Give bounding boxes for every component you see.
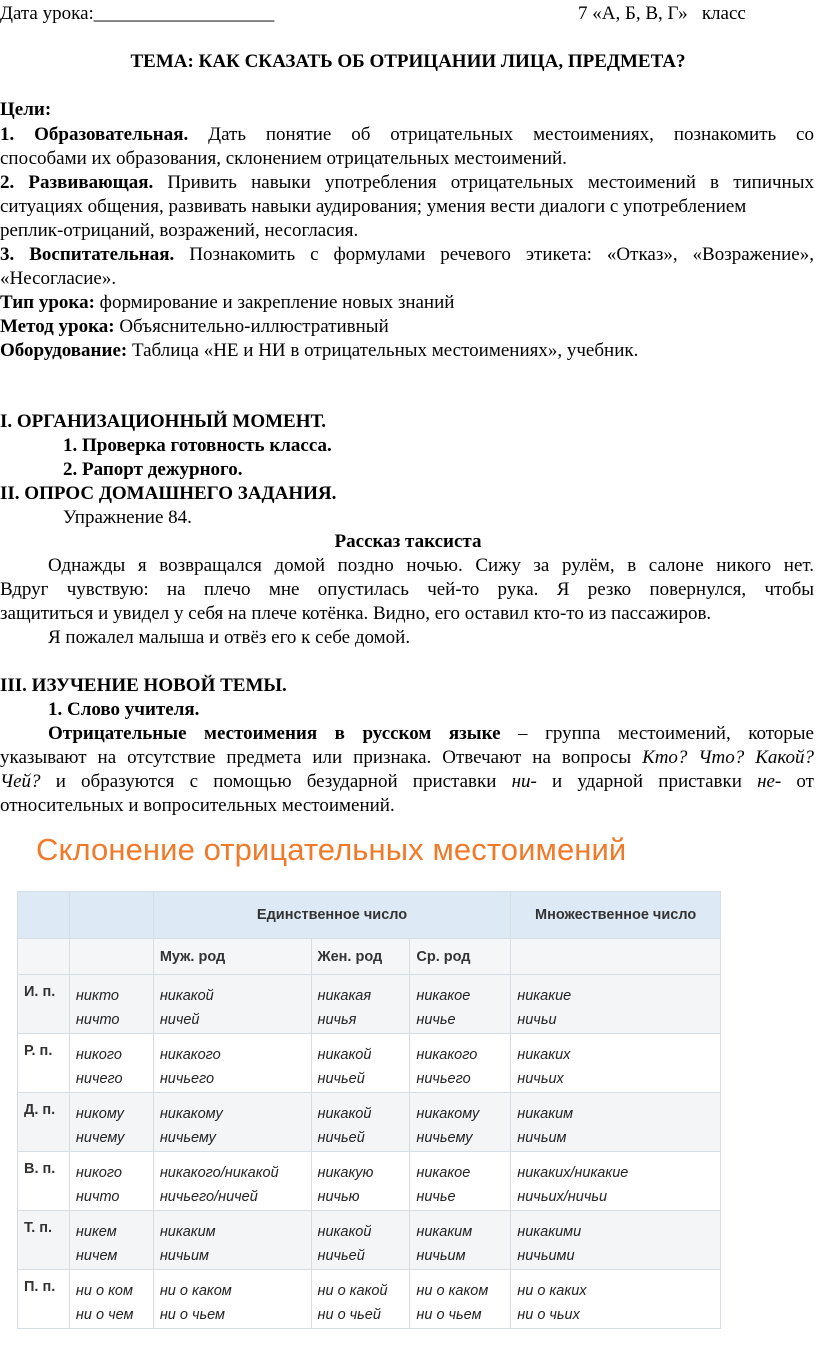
pronoun-form: никого [75, 1165, 122, 1181]
goal-1-line-1: 1. Образовательная. Дать понятие об отрицательных местоимениях, познакомить со [0, 124, 814, 145]
pronoun-form: ничьему [159, 1130, 216, 1146]
section-1-heading: I. ОРГАНИЗАЦИОННЫЙ МОМЕНТ. [0, 411, 327, 432]
pronoun-cell [511, 1152, 721, 1211]
pronoun-form: ничто [75, 1189, 120, 1205]
pronoun-form: никаким [159, 1224, 216, 1240]
lesson-type: Тип урока: формирование и закрепление новых знаний [0, 292, 455, 313]
table-row [18, 975, 721, 1034]
goal-1-line-2: способами их образования, склонением отрицательных местоимений. [0, 148, 567, 169]
pronoun-form: ничего [75, 1071, 123, 1087]
lesson-date-label: Дата урока:___________________ [0, 3, 275, 24]
pronoun-form: ни о каком [416, 1283, 489, 1299]
definition-line-4: относительных и вопросительных местоимений. [0, 795, 395, 816]
pronoun-form: никакой [317, 1224, 372, 1240]
pronoun-cell [69, 1211, 153, 1270]
pronoun-cell [311, 1152, 410, 1211]
pronoun-form: ни о каком [159, 1283, 232, 1299]
pronoun-cell [410, 1152, 511, 1211]
pronoun-form: ничьему [416, 1130, 473, 1146]
pronoun-form: никаких/никакие [517, 1165, 629, 1181]
section-1-item-2: 2. Рапорт дежурного. [63, 459, 243, 480]
pronoun-form: никакую [317, 1165, 374, 1181]
pronoun-cell [410, 1034, 511, 1093]
pronoun-cell [511, 1093, 721, 1152]
definition-line-2: указывают на отсутствие предмета или признака. Отвечают на вопросы Кто? Что? Какой? [0, 747, 814, 768]
pronoun-form: никакой [317, 1106, 372, 1122]
pronoun-form: ничьей [317, 1071, 365, 1087]
pronoun-cell [153, 1093, 311, 1152]
pronoun-form: ничьими [517, 1248, 575, 1264]
pronoun-form: ничьих [517, 1071, 564, 1087]
pronoun-form: никем [75, 1224, 117, 1240]
table-row [18, 1270, 721, 1329]
pronoun-cell [410, 1211, 511, 1270]
pronoun-cell [410, 1093, 511, 1152]
story-line-4: Я пожалел малыша и отвёз его к себе домой. [48, 627, 411, 648]
pronoun-form: никаким [517, 1106, 574, 1122]
table-row [18, 1093, 721, 1152]
section-2-heading: II. ОПРОС ДОМАШНЕГО ЗАДАНИЯ. [0, 483, 337, 504]
pronoun-form: ни о чьем [416, 1307, 482, 1323]
definition-line-3: Чей? и образуются с помощью безударной приставки ни- и ударной приставки не- от [0, 771, 814, 792]
exercise-label: Упражнение 84. [63, 507, 192, 528]
table-header-empty [18, 939, 70, 975]
pronoun-form: ничье [416, 1012, 456, 1028]
pronoun-form: ничьего/ничей [159, 1189, 258, 1205]
section-3-heading: III. ИЗУЧЕНИЕ НОВОЙ ТЕМЫ. [0, 675, 287, 696]
section-1-item-1: 1. Проверка готовность класса. [63, 435, 332, 456]
goal-3-line-2: «Несогласие». [0, 268, 117, 289]
pronoun-form: ничто [75, 1012, 120, 1028]
table-header-empty [18, 892, 70, 939]
goal-2-line-2: ситуациях общения, развивать навыки аудирования; умения вести диалоги с употреблением [0, 196, 747, 217]
pronoun-form: никакому [159, 1106, 223, 1122]
class-label: 7 «А, Б, В, Г» класс [578, 3, 746, 24]
goals-heading: Цели: [0, 99, 52, 120]
pronoun-form: ни о ком [75, 1283, 133, 1299]
pronoun-cell [311, 975, 410, 1034]
case-label: И. п. [18, 975, 70, 1034]
pronoun-cell [311, 1093, 410, 1152]
table-row [18, 1034, 721, 1093]
story-title: Рассказ таксиста [334, 531, 482, 552]
pronoun-form: ничьим [159, 1248, 209, 1264]
pronoun-form: ни о чьем [159, 1307, 225, 1323]
pronoun-form: ни о какой [317, 1283, 388, 1299]
pronoun-form: ничьей [317, 1248, 365, 1264]
pronoun-form: никакая [317, 988, 372, 1004]
case-label: П. п. [18, 1270, 70, 1329]
pronoun-form: ничему [75, 1130, 125, 1146]
pronoun-cell [410, 975, 511, 1034]
case-label: Р. п. [18, 1034, 70, 1093]
case-label: Т. п. [18, 1211, 70, 1270]
story-line-3: защититься и увидел у себя на плече котёнка. Видно, его оставил кто-то из пассажиров. [0, 603, 712, 624]
table-row [18, 1152, 721, 1211]
table-header-neuter: Ср. род [410, 939, 511, 975]
story-line-1: Однажды я возвращался домой поздно ночью. Сижу за рулём, в салоне никого нет. [48, 555, 814, 576]
pronoun-cell [511, 975, 721, 1034]
pronoun-form: ничью [317, 1189, 360, 1205]
pronoun-cell [311, 1211, 410, 1270]
definition-line-1: Отрицательные местоимения в русском языке – группа местоимений, которые [48, 723, 814, 744]
goal-3-line-1: 3. Воспитательная. Познакомить с формулами речевого этикета: «Отказ», «Возражение», [0, 244, 814, 265]
pronoun-form: никакой [317, 1047, 372, 1063]
pronoun-form: никакое [416, 988, 471, 1004]
lesson-topic: ТЕМА: КАК СКАЗАТЬ ОБ ОТРИЦАНИИ ЛИЦА, ПРЕДМЕТА? [130, 51, 686, 72]
pronoun-form: ничьего [416, 1071, 471, 1087]
pronoun-cell [511, 1270, 721, 1329]
goal-2-line-3: реплик-отрицаний, возражений, несогласия. [0, 220, 359, 241]
pronoun-form: ничье [416, 1189, 456, 1205]
table-header-feminine: Жен. род [311, 939, 410, 975]
declension-table-title: Склонение отрицательных местоимений [36, 832, 627, 867]
pronoun-cell [410, 1270, 511, 1329]
section-3-item-1: 1. Слово учителя. [48, 699, 200, 720]
declension-table [17, 891, 721, 1329]
pronoun-form: никакой [159, 988, 214, 1004]
table-header-row-number [18, 892, 721, 939]
pronoun-cell [153, 1270, 311, 1329]
pronoun-form: ничья [317, 1012, 357, 1028]
story-line-2: Вдруг чувствую: на плечо мне опустилась чей-то рука. Я резко повернулся, чтобы [0, 579, 814, 600]
pronoun-form: ничьим [517, 1130, 567, 1146]
pronoun-form: никому [75, 1106, 124, 1122]
table-header-masculine: Муж. род [153, 939, 311, 975]
pronoun-cell [311, 1034, 410, 1093]
pronoun-cell [311, 1270, 410, 1329]
pronoun-cell [69, 1270, 153, 1329]
pronoun-cell [511, 1034, 721, 1093]
pronoun-form: никто [75, 988, 119, 1004]
table-header-empty [69, 892, 153, 939]
table-header-plural: Множественное число [511, 892, 721, 939]
pronoun-form: никакого [416, 1047, 478, 1063]
pronoun-form: ничей [159, 1012, 200, 1028]
table-header-row-gender [18, 939, 721, 975]
pronoun-cell [69, 1034, 153, 1093]
pronoun-form: никакого/никакой [159, 1165, 279, 1181]
pronoun-form: никакими [517, 1224, 582, 1240]
pronoun-form: ни о каких [517, 1283, 587, 1299]
lesson-method: Метод урока: Объяснительно-иллюстративный [0, 316, 389, 337]
pronoun-form: ничьего [159, 1071, 215, 1087]
pronoun-cell [69, 975, 153, 1034]
lesson-equipment: Оборудование: Таблица «НЕ и НИ в отрицательных местоимениях», учебник. [0, 340, 639, 361]
pronoun-cell [69, 1093, 153, 1152]
case-label: Д. п. [18, 1093, 70, 1152]
pronoun-form: ни о чем [75, 1307, 134, 1323]
table-header-singular: Единственное число [153, 892, 510, 939]
pronoun-form: ничьей [317, 1130, 365, 1146]
pronoun-form: никаким [416, 1224, 473, 1240]
case-label: В. п. [18, 1152, 70, 1211]
pronoun-form: ничьих/ничьи [517, 1189, 608, 1205]
pronoun-cell [69, 1152, 153, 1211]
pronoun-form: никакому [416, 1106, 480, 1122]
pronoun-cell [153, 975, 311, 1034]
pronoun-form: ничьим [416, 1248, 466, 1264]
pronoun-form: никаких [517, 1047, 571, 1063]
pronoun-cell [153, 1152, 311, 1211]
table-row [18, 1211, 721, 1270]
pronoun-form: ничем [75, 1248, 118, 1264]
pronoun-cell [153, 1034, 311, 1093]
pronoun-cell [153, 1211, 311, 1270]
goal-2-line-1: 2. Развивающая. Привить навыки употребления отрицательных местоимений в типичных [0, 172, 814, 193]
pronoun-form: ничьи [517, 1012, 557, 1028]
pronoun-form: никого [75, 1047, 122, 1063]
table-header-empty [69, 939, 153, 975]
pronoun-form: ни о чьих [517, 1307, 580, 1323]
pronoun-form: никакого [159, 1047, 221, 1063]
pronoun-cell [511, 1211, 721, 1270]
pronoun-form: ни о чьей [317, 1307, 381, 1323]
table-header-empty [511, 939, 721, 975]
pronoun-form: никакое [416, 1165, 471, 1181]
pronoun-form: никакие [517, 988, 572, 1004]
